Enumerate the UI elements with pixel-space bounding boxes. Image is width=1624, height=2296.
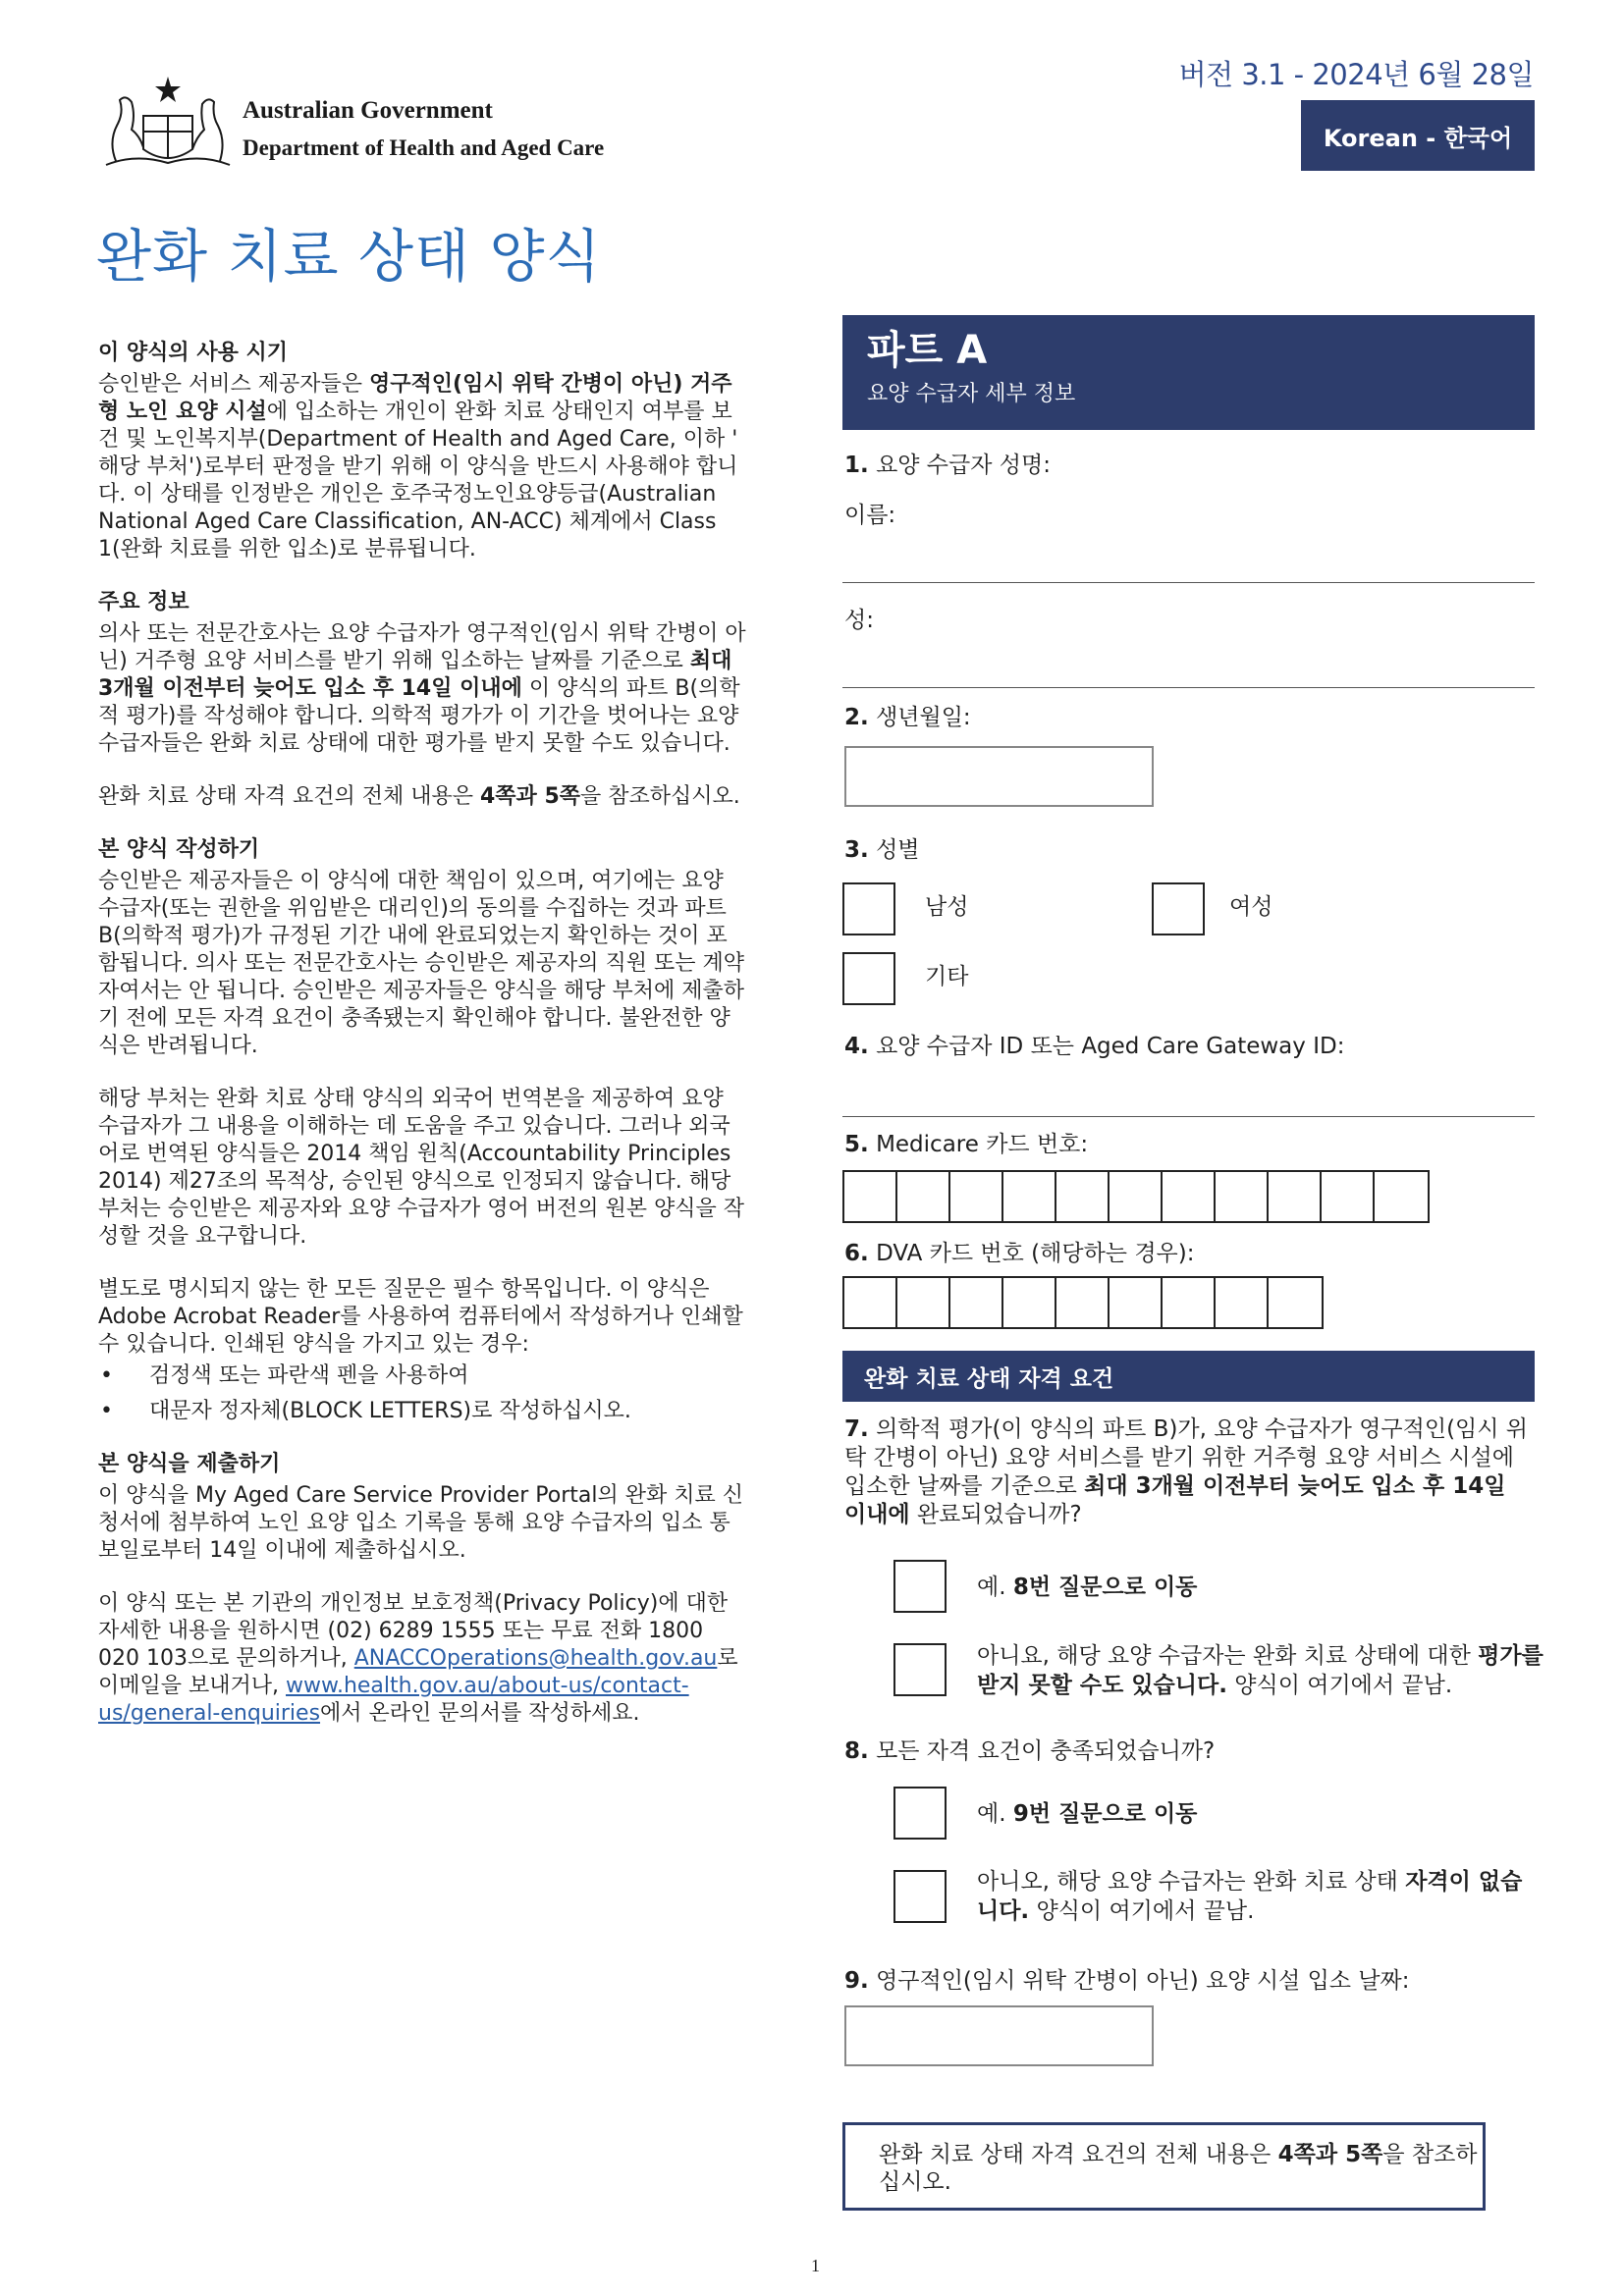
q2-label: 2. 생년월일: xyxy=(844,705,971,730)
digit-box[interactable] xyxy=(950,1172,1003,1221)
when-to-use-section xyxy=(98,340,746,563)
q7-yes-label: 예. 8번 질문으로 이동 xyxy=(977,1575,1198,1600)
completing-text-1: 승인받은 제공자들은 이 양식에 대한 책임이 있으며, 여기에는 요양 수급자(또는 권한을 위임받은 대리인)의 동의를 수집하는 것과 파트 B(의학적 평가)가 규정된 기간 내에 완료되었는지 확인하는 것이 포함됩니다. 의사 또는 전문간호사는 승인받은 제공자의 직원 또는 계약자여서는 안 됩니다. 승인받은 제공자들은 양식을 해당 부처에 제출하기 전에 모든 자격 요건이 충족됐는지 확인해야 합니다. 불완전한 양식은 반려됩니다. xyxy=(98,869,744,1058)
male-checkbox[interactable] xyxy=(842,882,895,935)
completing-section xyxy=(98,836,746,1425)
q7-label: 7. 의학적 평가(이 양식의 파트 B)가, 요양 수급자가 영구적인(임시 위탁 간병이 아닌) 요양 서비스를 받기 위한 거주형 요양 서비스 시설에 입소한 날짜를 기준으로 최대 3개월 이전부터 늦어도 입소 후 14일 이내에 완료되었습니까? xyxy=(844,1416,1529,1527)
gov-line-2: Department of Health and Aged Care xyxy=(243,135,605,160)
list-item: • 검정색 또는 파란색 펜을 사용하여 xyxy=(98,1362,746,1390)
q7-no-label: 아니요, 해당 요양 수급자는 완화 치료 상태에 대한 평가를 받지 못할 수도 있습니다. 양식이 여기에서 끝남. xyxy=(977,1643,1543,1698)
printing-list xyxy=(98,1362,746,1425)
date-of-birth-field[interactable] xyxy=(844,746,1154,807)
coat-of-arms-logo xyxy=(96,73,240,171)
key-info-text: 의사 또는 전문간호사는 요양 수급자가 영구적인(임시 위탁 간병이 아닌) 거주형 요양 서비스를 받기 위해 입소하는 날짜를 기준으로 최대 3개월 이전부터 늦어도 입소 후 14일 이내에 이 양식의 파트 B(의학적 평가)를 작성해야 합니다. 의학적 평가가 이 기간을 벗어나는 요양 수급자들은 완화 치료 상태에 대한 평가를 받지 못할 수도 있습니다. xyxy=(98,621,746,756)
q8-yes-checkbox[interactable] xyxy=(893,1787,947,1840)
medicare-number-field[interactable] xyxy=(842,1170,1430,1223)
digit-box[interactable] xyxy=(1110,1172,1163,1221)
digit-box[interactable] xyxy=(1216,1172,1269,1221)
digit-box[interactable] xyxy=(950,1278,1003,1327)
female-label: 여성 xyxy=(1229,894,1273,920)
digit-box[interactable] xyxy=(1163,1172,1216,1221)
digit-box[interactable] xyxy=(1322,1172,1375,1221)
q8-yes-label: 예. 9번 질문으로 이동 xyxy=(977,1801,1198,1827)
instructions-column xyxy=(98,340,746,1753)
q6-label: 6. DVA 카드 번호 (해당하는 경우): xyxy=(844,1241,1195,1266)
female-checkbox[interactable] xyxy=(1152,882,1205,935)
key-info-heading: 주요 정보 xyxy=(98,590,189,614)
other-checkbox[interactable] xyxy=(842,952,895,1005)
version-date: 버전 3.1 - 2024년 6월 28일 xyxy=(1178,58,1534,91)
digit-box[interactable] xyxy=(1110,1278,1163,1327)
digit-box[interactable] xyxy=(844,1278,897,1327)
digit-box[interactable] xyxy=(897,1278,950,1327)
part-a-subtitle: 요양 수급자 세부 정보 xyxy=(867,382,1076,406)
dva-number-field[interactable] xyxy=(842,1276,1324,1329)
submitting-heading: 본 양식을 제출하기 xyxy=(98,1452,281,1476)
page-title: 완화 치료 상태 양식 xyxy=(96,223,602,290)
page-number: 1 xyxy=(811,2256,820,2275)
first-name-label: 이름: xyxy=(844,503,896,528)
digit-box[interactable] xyxy=(1216,1278,1269,1327)
completing-heading: 본 양식 작성하기 xyxy=(98,837,260,862)
q9-label: 9. 영구적인(임시 위탁 간병이 아닌) 요양 시설 입소 날짜: xyxy=(844,1968,1410,1994)
digit-box[interactable] xyxy=(1269,1172,1322,1221)
eligibility-heading: 완화 치료 상태 자격 요건 xyxy=(842,1351,1535,1402)
enquiry-link[interactable]: www.health.gov.au/about-us/contact-us/general-enquiries xyxy=(98,1674,689,1726)
digit-box[interactable] xyxy=(1163,1278,1216,1327)
completing-text-3: 별도로 명시되지 않는 한 모든 질문은 필수 항목입니다. 이 양식은 Adobe Acrobat Reader를 사용하여 컴퓨터에서 작성하거나 인쇄할 수 있습니다. 인쇄된 양식을 가지고 있는 경우: xyxy=(98,1277,743,1357)
first-name-field[interactable] xyxy=(842,582,1535,583)
q3-label: 3. 성별 xyxy=(844,837,920,863)
list-item: • 대문자 정자체(BLOCK LETTERS)로 작성하십시오. xyxy=(98,1398,746,1425)
q8-no-label: 아니오, 해당 요양 수급자는 완화 치료 상태 자격이 없습니다. 양식이 여기에서 끝남. xyxy=(977,1869,1523,1924)
gov-line-1: Australian Government xyxy=(243,97,493,124)
when-to-use-heading: 이 양식의 사용 시기 xyxy=(98,341,288,365)
digit-box[interactable] xyxy=(897,1172,950,1221)
digit-box[interactable] xyxy=(844,1172,897,1221)
q5-label: 5. Medicare 카드 번호: xyxy=(844,1132,1089,1157)
digit-box[interactable] xyxy=(1056,1278,1110,1327)
surname-field[interactable] xyxy=(842,687,1535,688)
q8-no-checkbox[interactable] xyxy=(893,1870,947,1923)
part-a-title: 파트 A xyxy=(867,328,988,373)
key-info-reference: 완화 치료 상태 자격 요건의 전체 내용은 4쪽과 5쪽을 참조하십시오. xyxy=(98,784,740,809)
digit-box[interactable] xyxy=(1003,1172,1056,1221)
key-info-section xyxy=(98,589,746,811)
q4-label: 4. 요양 수급자 ID 또는 Aged Care Gateway ID: xyxy=(844,1034,1345,1059)
q8-label: 8. 모든 자격 요건이 충족되었습니까? xyxy=(844,1738,1216,1764)
digit-box[interactable] xyxy=(1269,1278,1322,1327)
q1-label: 1. 요양 수급자 성명: xyxy=(844,453,1051,478)
part-a-header xyxy=(842,315,1535,430)
digit-box[interactable] xyxy=(1056,1172,1110,1221)
other-label: 기타 xyxy=(925,964,969,989)
male-label: 남성 xyxy=(925,894,969,920)
government-wordmark xyxy=(243,96,604,163)
digit-box[interactable] xyxy=(1003,1278,1056,1327)
submitting-section xyxy=(98,1451,746,1728)
contact-text: 이 양식 또는 본 기관의 개인정보 보호정책(Privacy Policy)에 대한 자세한 내용을 원하시면 (02) 6289 1555 또는 무료 전화 1800 020 103으로 문의하거나, ANACCOperations@health.gov.au로 이메일을 보내거나, www.health.gov.au/about-us/contact-us/general-enquiries에서 온라인 문의서를 작성하세요. xyxy=(98,1591,738,1726)
email-link[interactable]: ANACCOperations@health.gov.au xyxy=(353,1646,718,1671)
entry-date-field[interactable] xyxy=(844,2005,1154,2066)
completing-text-2: 해당 부처는 완화 치료 상태 양식의 외국어 번역본을 제공하여 요양 수급자가 그 내용을 이해하는 데 도움을 주고 있습니다. 그러나 외국어로 번역된 양식들은 2014 책임 원칙(Accountability Principles 2014) 제27조의 목적상, 승인된 양식으로 인정되지 않습니다. 해당 부처는 승인받은 제공자와 요양 수급자가 영어 버전의 원본 양식을 작성할 것을 요구합니다. xyxy=(98,1087,744,1249)
eligibility-reference-box: 완화 치료 상태 자격 요건의 전체 내용은 4쪽과 5쪽을 참조하십시오. xyxy=(842,2122,1486,2211)
digit-box[interactable] xyxy=(1375,1172,1428,1221)
when-to-use-text: 승인받은 서비스 제공자들은 영구적인(임시 위탁 간병이 아닌) 거주형 노인 요양 시설에 입소하는 개인이 완화 치료 상태인지 여부를 보건 및 노인복지부(Department of Health and Aged Care, 이하 ' 해당 부처')로부터 판정을 받기 위해 이 양식을 반드시 사용해야 합니다. 이 상태를 인정받은 개인은 호주국정노인요양등급(Australian National Aged Care Classification, AN-ACC) 체계에서 Class 1(완화 치료를 위한 입소)로 분류됩니다. xyxy=(98,372,738,561)
q7-no-checkbox[interactable] xyxy=(893,1643,947,1696)
language-badge: Korean - 한국어 xyxy=(1301,100,1535,171)
q7-yes-checkbox[interactable] xyxy=(893,1560,947,1613)
surname-label: 성: xyxy=(844,608,874,633)
submitting-text: 이 양식을 My Aged Care Service Provider Portal의 완화 치료 신청서에 첨부하여 노인 요양 입소 기록을 통해 요양 수급자의 입소 통보일로부터 14일 이내에 제출하십시오. xyxy=(98,1483,744,1563)
recipient-id-field[interactable] xyxy=(842,1116,1535,1117)
